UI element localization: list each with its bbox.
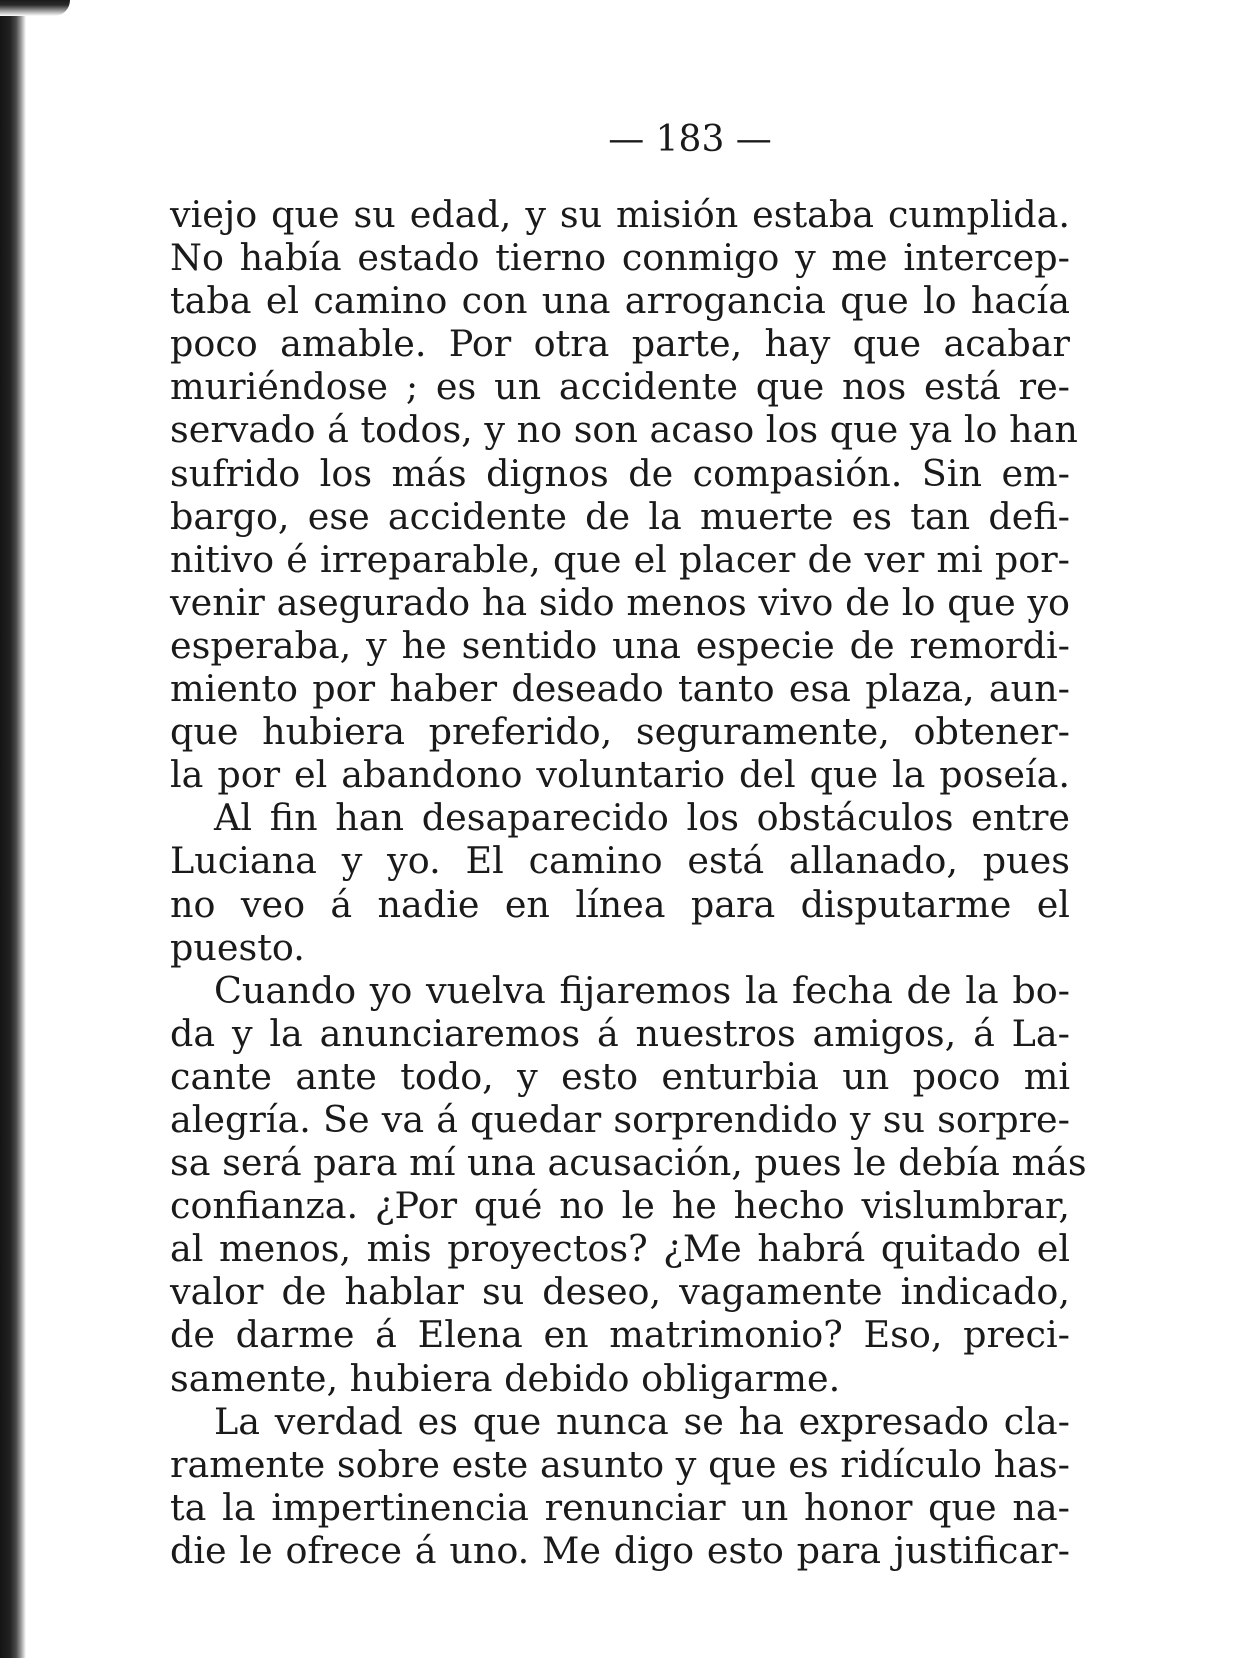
text-line: poco amable. Por otra parte, hay que acabar: [170, 322, 1070, 366]
text-line: Al fin han desaparecido los obstáculos entre: [214, 796, 1070, 840]
text-line: da y la anunciaremos á nuestros amigos, á La-: [170, 1011, 1070, 1055]
page-number: — 183 —: [608, 119, 772, 160]
text-line: ta la impertinencia renunciar un honor que na-: [170, 1485, 1070, 1529]
page-binding-edge: [0, 0, 26, 1658]
text-line: samente, hubiera debido obligarme.: [170, 1356, 841, 1400]
text-line: miento por haber deseado tanto esa plaza, aun-: [170, 667, 1070, 711]
text-line: la por el abandono voluntario del que la poseía.: [170, 753, 1070, 797]
text-line: taba el camino con una arrogancia que lo hacía: [170, 279, 1070, 323]
text-line: No había estado tierno conmigo y me intercep-: [170, 236, 1070, 280]
text-line: al menos, mis proyectos? ¿Me habrá quitado el: [170, 1227, 1070, 1271]
text-line: sufrido los más dignos de compasión. Sin em-: [170, 451, 1070, 495]
text-line: confianza. ¿Por qué no le he hecho vislumbrar,: [170, 1184, 1070, 1228]
text-line: alegría. Se va á quedar sorprendido y su sorpre-: [170, 1097, 1070, 1141]
text-line: die le ofrece á uno. Me digo esto para justificar-: [170, 1528, 1070, 1572]
text-line: que hubiera preferido, seguramente, obtener-: [170, 710, 1070, 754]
text-line: de darme á Elena en matrimonio? Eso, preci-: [170, 1313, 1070, 1357]
text-line: venir asegurado ha sido menos vivo de lo que yo: [170, 580, 1070, 624]
text-line: sa será para mí una acusación, pues le debía más: [170, 1141, 1087, 1185]
text-line: valor de hablar su deseo, vagamente indicado,: [170, 1270, 1070, 1314]
text-line: La verdad es que nunca se ha expresado cla-: [214, 1399, 1070, 1443]
text-line: cante ante todo, y esto enturbia un poco mi: [170, 1054, 1070, 1098]
text-line: Luciana y yo. El camino está allanado, pues: [170, 839, 1070, 883]
page-binding-corner: [0, 0, 70, 16]
text-line: Cuando yo vuelva fijaremos la fecha de la bo-: [214, 968, 1070, 1012]
text-line: esperaba, y he sentido una especie de remordi-: [170, 623, 1070, 667]
text-line: nitivo é irreparable, que el placer de ver mi por-: [170, 537, 1070, 581]
text-line: muriéndose ; es un accidente que nos está re-: [170, 365, 1070, 409]
text-line: servado á todos, y no son acaso los que ya lo han: [170, 408, 1078, 452]
text-line: puesto.: [170, 925, 305, 969]
text-line: viejo que su edad, y su misión estaba cumplida.: [170, 193, 1070, 236]
text-line: bargo, ese accidente de la muerte es tan defi-: [170, 494, 1070, 538]
text-line: ramente sobre este asunto y que es ridículo has-: [170, 1442, 1070, 1486]
body-text: [170, 193, 1087, 1572]
text-line: no veo á nadie en línea para disputarme el: [170, 882, 1070, 926]
